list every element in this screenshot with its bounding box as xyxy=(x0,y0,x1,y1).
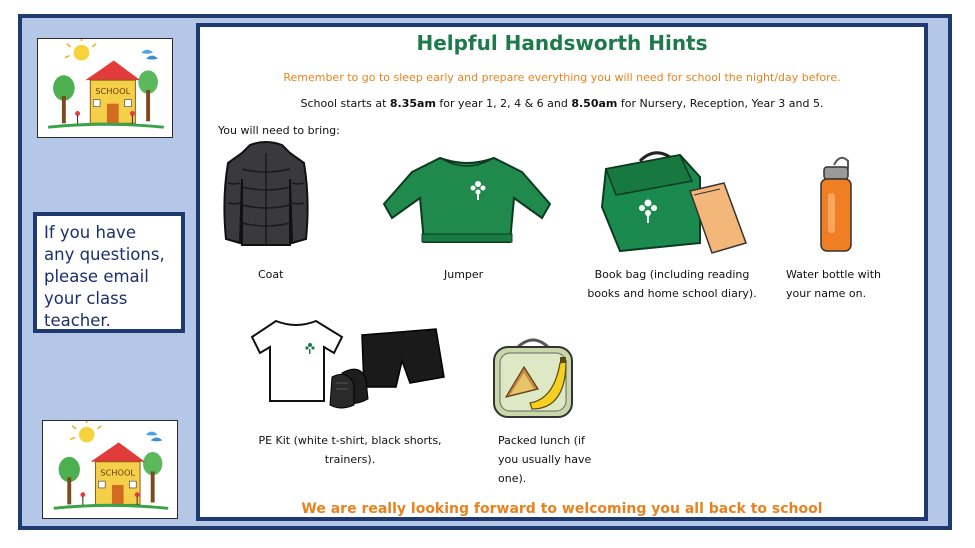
book-bag-item xyxy=(596,147,752,259)
page-title: Helpful Handsworth Hints xyxy=(416,31,708,55)
questions-notice xyxy=(33,212,185,333)
school-start-times xyxy=(200,97,924,110)
coat-icon xyxy=(220,139,312,251)
questions-line-2: any questions, xyxy=(44,245,165,264)
questions-line-5: teacher. xyxy=(44,311,111,330)
jumper-icon xyxy=(378,152,556,248)
water-bottle-icon xyxy=(814,153,864,253)
school-house-icon xyxy=(43,421,177,518)
sleep-reminder: Remember to go to sleep early and prepare everything you will need for school the night/day before. xyxy=(283,71,841,84)
water-bottle-label-line-2: your name on. xyxy=(786,287,867,300)
pe-kit-label xyxy=(240,431,460,469)
school-drawing-bottom xyxy=(42,420,178,519)
start-time-2: 8.50am xyxy=(571,97,618,110)
start-suffix: for Nursery, Reception, Year 3 and 5. xyxy=(617,97,824,110)
school-house-icon xyxy=(38,39,172,137)
start-middle: for year 1, 2, 4 & 6 and xyxy=(435,97,572,110)
water-bottle-label xyxy=(786,265,910,303)
start-time-1: 8.35am xyxy=(389,97,436,110)
questions-line-3: please email xyxy=(44,267,149,286)
start-prefix: School starts at xyxy=(300,97,390,110)
pe-kit-icon xyxy=(250,317,450,429)
water-bottle-label-line-1: Water bottle with xyxy=(786,268,882,281)
packed-lunch-label-line-3: one). xyxy=(498,472,527,485)
hints-panel xyxy=(196,23,928,521)
pe-kit-label-line-1: PE Kit (white t-shirt, black shorts, xyxy=(258,434,442,447)
welcome-back-message: We are really looking forward to welcoming you all back to school xyxy=(301,501,823,517)
svg-text:SCHOOL: SCHOOL xyxy=(100,467,136,478)
coat-item xyxy=(220,139,312,251)
packed-lunch-item xyxy=(490,333,576,421)
lunch-box-icon xyxy=(490,333,576,421)
pe-kit-item xyxy=(250,317,450,429)
book-bag-icon xyxy=(596,147,752,259)
bring-heading: You will need to bring: xyxy=(218,124,340,137)
book-bag-label-line-2: books and home school diary). xyxy=(587,287,757,300)
water-bottle-item xyxy=(814,153,864,253)
packed-lunch-label xyxy=(498,431,618,488)
packed-lunch-label-line-1: Packed lunch (if xyxy=(498,434,585,447)
book-bag-label-line-1: Book bag (including reading xyxy=(594,268,750,281)
pe-kit-label-line-2: trainers). xyxy=(324,453,376,466)
svg-text:SCHOOL: SCHOOL xyxy=(95,85,131,96)
jumper-label: Jumper xyxy=(444,268,484,281)
questions-line-4: your class xyxy=(44,289,128,308)
school-drawing-top xyxy=(37,38,173,138)
packed-lunch-label-line-2: you usually have xyxy=(498,453,592,466)
jumper-item xyxy=(378,152,556,248)
book-bag-label xyxy=(580,265,764,303)
questions-line-1: If you have xyxy=(44,223,136,242)
coat-label: Coat xyxy=(258,268,284,281)
